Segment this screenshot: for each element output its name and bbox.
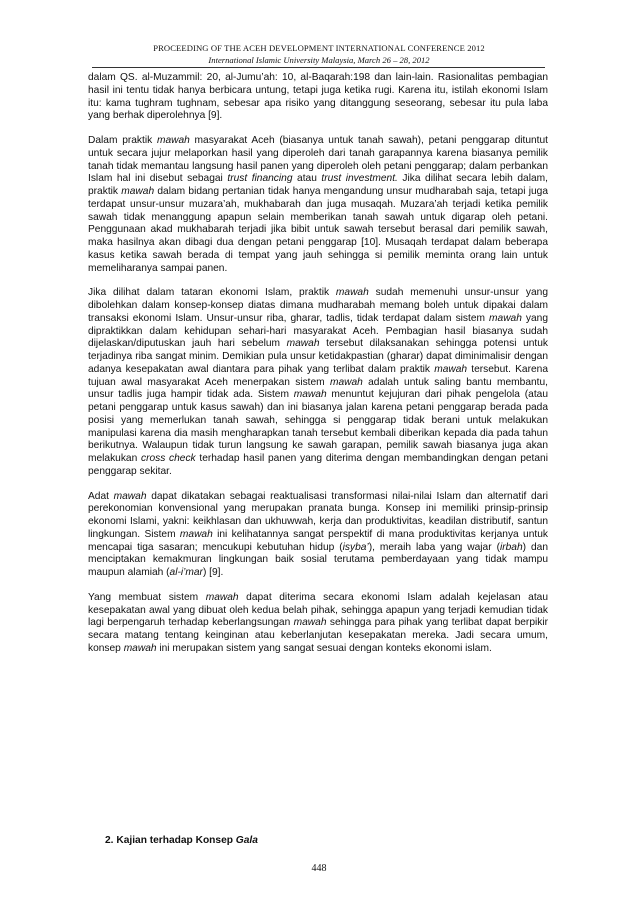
text-run: Adat — [88, 490, 114, 502]
text-run: yang dipraktikkan dalam kehidupan sehari-hari masyarakat Aceh. Pembagian hasil biasanya sudah dijelaskan/diputuskan jauh hari sebelum — [88, 312, 549, 350]
text-run: Jika dilihat dalam tataran ekonomi Islam, praktik — [88, 287, 336, 299]
text-run: ) [9]. — [202, 567, 224, 578]
italic-term: isyba’ — [342, 541, 369, 553]
running-header-subtitle: International Islamic University Malaysia, March 26 – 28, 2012 — [208, 55, 430, 65]
section-heading — [105, 835, 258, 846]
italic-term: mawah — [121, 186, 155, 197]
body-text — [88, 72, 548, 668]
text-run: Dalam praktik — [88, 135, 157, 146]
italic-term: mawah — [434, 363, 468, 375]
section-title-italic: Gala — [235, 835, 258, 846]
paragraph — [88, 287, 548, 478]
text-run: ) dan menciptakan kemakmuran lingkungan baik sosial terutama pemberdayaan yang tidak mampu maupun alamiah ( — [88, 541, 548, 578]
text-run: sehingga para pihak yang terlibat dapat berpikir secara matang tentang keinginan atau keberlanjutan kesepakatan mereka. Jadi secara umum, konsep — [88, 617, 549, 654]
text-run: Yang membuat sistem — [88, 591, 206, 603]
text-run: dapat dikatakan sebagai reaktualisasi transformasi nilai-nilai Islam dan alternatif dari perekonomian konvensional yang merupakan pranata bunga. Konsep ini memiliki prinsip-prinsip ekonomi Islami, yakni: keikhlasan dan ukhuwwah, kerja dan produktivitas, keadilan distributif, santun lingkungan. Sistem — [88, 490, 548, 540]
text-run: tersebut dilaksanakan sehingga potensi untuk terjadinya riba sangat minim. Demikian pula unsur ketidakpastian (gharar) dapat diminimalisir dengan adanya kesepakatan awal diantara para pihak yang terlibat dalam praktik — [88, 338, 548, 375]
text-run: menuntut kejujuran dari pihak pengelola (atau petani penggarap untuk kasus sawah) dan ini biasanya jalan karena petani penggarap berada pada posisi yang memerlukan tanah sawah, sehingga si penggarap tidak berani untuk melakukan manipulasi karena dia masih mengharapkan tanah tersebut kembali diberikan kepada dia pada tahun berikutnya. Walaupun tidak turun langsung ke sawah garapan, pemilik sawah biasanya juga akan melakukan — [88, 389, 548, 464]
text-run: atau — [292, 173, 322, 185]
italic-term: mawah — [293, 389, 327, 401]
text-run: sudah memenuhi unsur-unsur yang dibolehkan dalam konsep-konsep diatas dimana mudharabah memang boleh untuk dipakai dalam transaksi ekonomi Islam. Unsur-unsur riba, gharar, tadlis, tidak terdapat dalam sistem — [88, 287, 548, 324]
section-title: Kajian terhadap Konsep — [116, 835, 236, 846]
italic-term: irbah — [499, 541, 523, 553]
text-run: Jika dilihat secara lebih dalam, praktik — [88, 173, 548, 197]
italic-term: mawah — [179, 528, 213, 540]
text-run: ini merupakan sistem yang sangat sesuai dengan konteks ekonomi islam. — [156, 642, 492, 654]
text-run: dalam bidang pertanian tidak hanya mengandung unsur mudharabah saja, tetapi juga terdapat unsur-unsur muzara’ah, mukhabarah dan juga musaqah. Muzara’ah terjadi ketika pemilik sawah tidak menanggung apapun selain memberikan tanah sawah untuk digarap oleh petani. Penggunaan akad mukhabarah terjadi jika bibit untuk sawah tersebut berasal dari pemilik sawah, maka hasilnya akan dibagi dua dengan petani penggarap [10]. Musaqah terdapat dalam beberapa kasus ketika sawah berada di tempat yang jauh sehingga si pemilik meminta orang lain untuk memeliharanya sampai panen. — [88, 186, 548, 274]
text-run: ), meraih laba yang wajar ( — [368, 541, 500, 553]
italic-term: mawah — [123, 642, 157, 654]
italic-term: mawah — [335, 287, 369, 299]
header-rule — [92, 67, 545, 68]
italic-term: mawah — [286, 338, 320, 350]
italic-term: trust investment. — [321, 173, 398, 185]
paragraph — [88, 72, 548, 123]
paragraph — [88, 592, 548, 656]
text-run: tersebut. Karena tujuan awal masyarakat Aceh menerpakan sistem — [88, 363, 548, 388]
section-number: 2. — [105, 835, 114, 846]
italic-term: trust financing — [227, 173, 293, 185]
text-run: dalam QS. al-Muzammil: 20, al-Jumu’ah: 10, al-Baqarah:198 dan lain-lain. Rasionalitas pembagian hasil ini tentu tidak hanya berbicara untung, tetapi juga ketika rugi. Karena itu, istilah ekonomi Islam itu: kama tughram tughnam, sebesar apa risiko yang ditanggung seseorang, sebesar itu pula laba yang berhak diperolehnya [9]. — [88, 72, 548, 122]
text-run: ini kelihatannya sangat perspektif di mana produktivitas kerjanya untuk mencapai tiga sasaran; mencukupi kebutuhan hidup ( — [88, 528, 548, 553]
running-header-title: PROCEEDING OF THE ACEH DEVELOPMENT INTERNATIONAL CONFERENCE 2012 — [153, 43, 485, 53]
text-run: masyarakat Aceh (biasanya untuk tanah sawah), petani penggarap dituntut untuk secara jujur melaporkan hasil yang diperoleh dari tanah garapannya karena biasanya pemilik tanah tidak memantau langsung hasil panen yang diperoleh oleh petani penggarap; dalam perbankan Islam hal ini disebut sebagai — [88, 135, 549, 185]
italic-term: mawah — [113, 490, 147, 502]
page-number: 448 — [311, 863, 327, 874]
paragraph — [88, 135, 548, 275]
italic-term: mawah — [293, 617, 327, 629]
text-run: adalah untuk saling bantu membantu, unsur tadlis juga hampir tidak ada. Sistem — [88, 376, 548, 401]
text-run: terhadap hasil panen yang diterima dengan membandingkan dengan petani penggarap sekitar. — [88, 453, 548, 477]
italic-term: cross check — [140, 453, 196, 464]
paragraph — [88, 491, 548, 580]
italic-term: mawah — [489, 312, 522, 324]
italic-term: al-i’mar — [169, 567, 203, 578]
italic-term: mawah — [156, 135, 190, 146]
italic-term: mawah — [329, 376, 363, 388]
text-run: dapat diterima secara ekonomi Islam adalah kejelasan atau kesepakatan awal yang dibuat oleh kedua belah pihak, sehingga apapun yang terjadi kemudian tidak lagi berpengaruh terhadap keberlangsungan — [88, 591, 548, 629]
italic-term: mawah — [205, 591, 239, 603]
